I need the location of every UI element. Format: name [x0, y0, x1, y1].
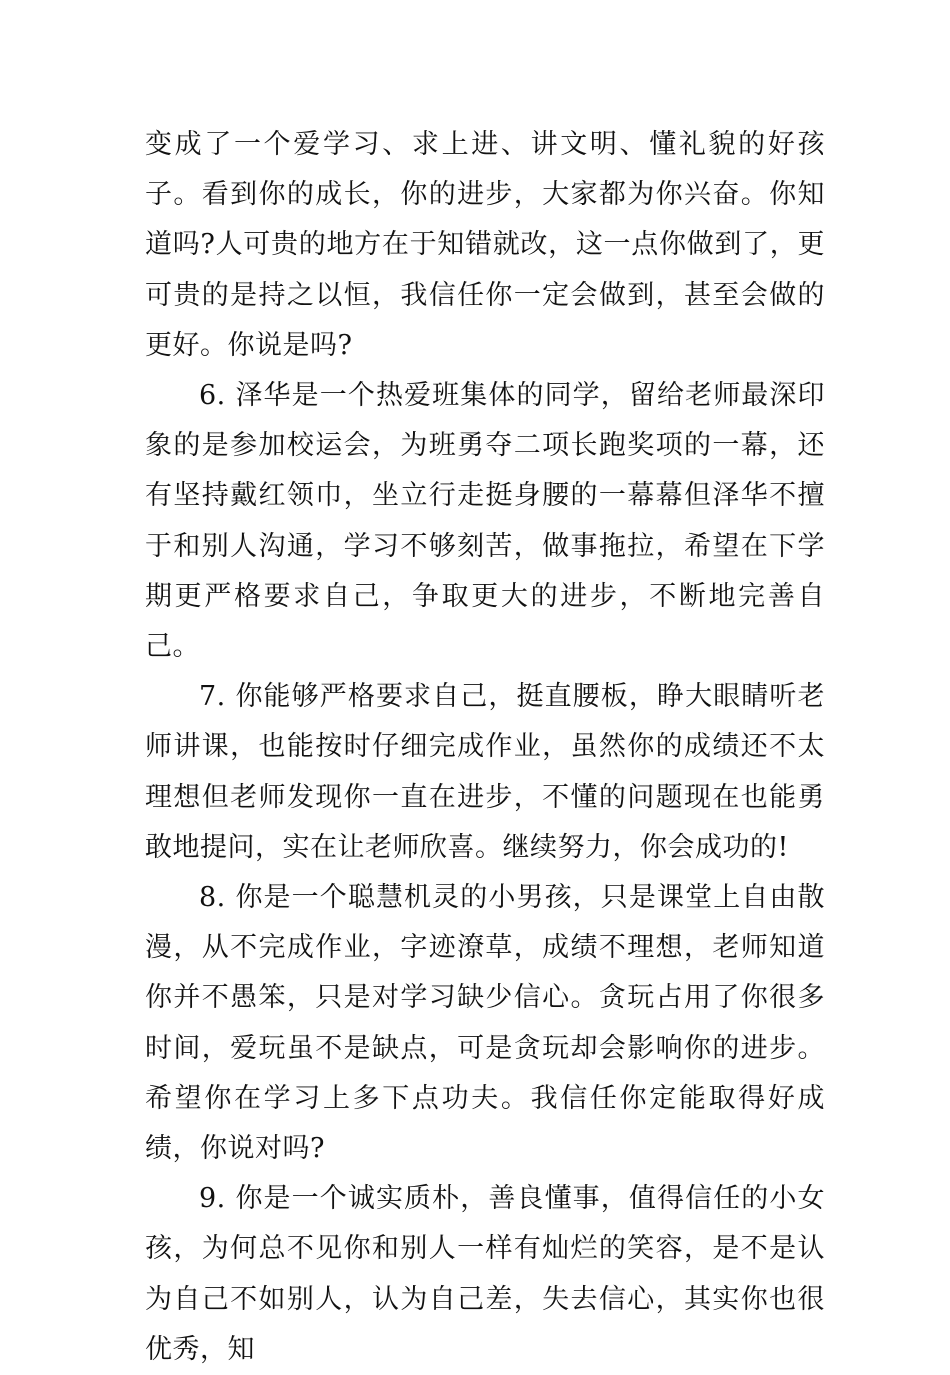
paragraph-item-9: 9. 你是一个诚实质朴，善良懂事，值得信任的小女孩，为何总不见你和别人一样有灿烂的笑容，是不是认为自己不如别人，认为自己差，失去信心，其实你也很优秀，知 — [145, 1183, 825, 1365]
paragraph-item-8: 8. 你是一个聪慧机灵的小男孩，只是课堂上自由散漫，从不完成作业，字迹潦草，成绩不理想，老师知道你并不愚笨，只是对学习缺少信心。贪玩占用了你很多时间，爱玩虽不是缺点，可是贪玩却会影响你的进步。希望你在学习上多下点功夫。我信任你定能取得好成绩，你说对吗? — [145, 882, 825, 1165]
paragraph-item-6: 6. 泽华是一个热爱班集体的同学，留给老师最深印象的是参加校运会，为班勇夺二项长跑奖项的一幕，还有坚持戴红领巾，坐立行走挺身腰的一幕幕但泽华不擅于和别人沟通，学习不够刻苦，做事拖拉，希望在下学期更严格要求自己，争取更大的进步，不断地完善自己。 — [145, 380, 825, 663]
paragraph-item-7: 7. 你能够严格要求自己，挺直腰板，睁大眼睛听老师讲课，也能按时仔细完成作业，虽然你的成绩还不太理想但老师发现你一直在进步，不懂的问题现在也能勇敢地提问，实在让老师欣喜。继续努力，你会成功的! — [145, 681, 825, 863]
paragraph-continued: 变成了一个爱学习、求上进、讲文明、懂礼貌的好孩子。看到你的成长，你的进步，大家都为你兴奋。你知道吗?人可贵的地方在于知错就改，这一点你做到了，更可贵的是持之以恒，我信任你一定会做到，甚至会做的更好。你说是吗? — [145, 129, 825, 361]
document-body — [145, 120, 825, 1375]
